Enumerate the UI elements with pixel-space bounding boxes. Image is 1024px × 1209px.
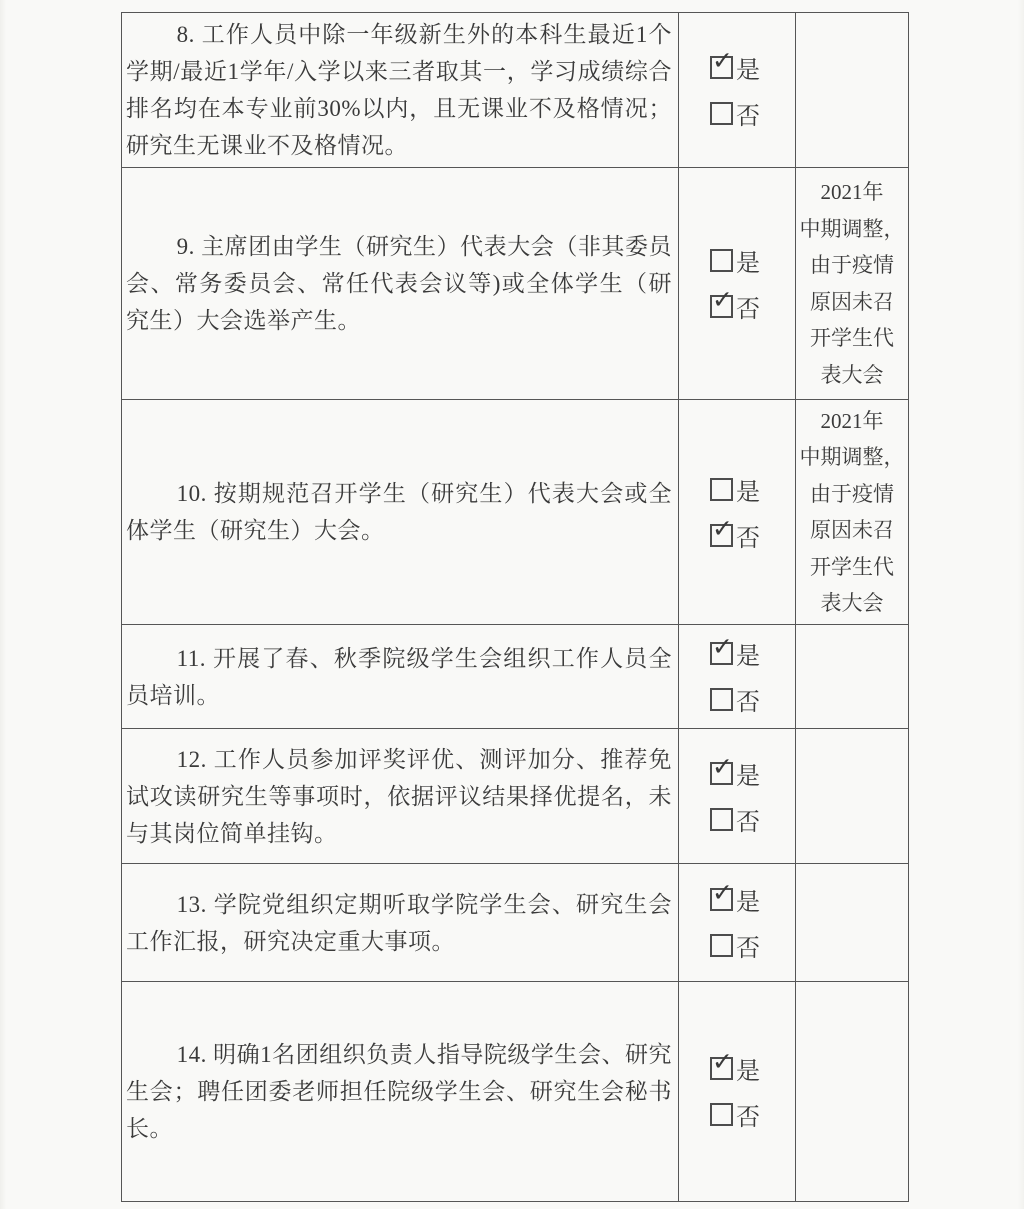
remark-line: 开学生代 [810,326,894,350]
remark-line: 表大会 [820,362,884,387]
yes-label: 是 [736,1059,760,1085]
remark-line: 中期调整， [799,445,905,469]
table-row [122,729,909,864]
no-label: 否 [736,690,760,716]
yes-option [710,243,795,278]
table-row [122,400,909,625]
no-option [710,1097,795,1132]
remark-cell [796,13,909,168]
no-option [710,96,795,131]
item-cell [122,625,679,729]
table-row [122,625,909,729]
item-cell [122,982,679,1202]
no-option [710,928,795,963]
yes-option [710,878,795,917]
no-option [710,285,795,324]
no-checkbox-unchecked-icon [710,934,733,957]
item-cell [122,729,679,864]
answer-cell [679,729,796,864]
remark-cell [796,982,909,1202]
yes-checkbox-checked-icon [710,751,733,785]
no-option [710,682,795,717]
answer-cell [679,168,796,400]
no-label: 否 [736,297,760,323]
check-mark-icon: ✓ [712,878,733,907]
remark-line: 由于疫情 [810,253,894,277]
no-checkbox-unchecked-icon [710,1103,733,1126]
check-mark-icon: ✓ [712,632,733,661]
yes-option [710,45,795,85]
remark-line: 中期调整， [799,216,905,241]
item-text: 9. 主席团由学生（研究生）代表大会（非其委员会、常务委员会、常任代表会议等)或全体学生（研究生）大会选举产生。 [126,234,672,333]
table-row [122,13,909,168]
yes-checkbox-checked-icon [710,45,733,79]
remark-cell [796,729,909,864]
yes-checkbox-checked-icon [710,1047,733,1080]
yes-option [710,472,795,507]
item-text: 8. 工作人员中除一年级新生外的本科生最近1个学期/最近1学年/入学以来三者取其一，学习成绩综合排名均在本专业前30%以内，且无课业不及格情况；研究生无课业不及格情况。 [126,22,672,158]
remark-line: 由于疫情 [810,481,894,506]
remark-line: 2021年 [820,408,884,433]
checklist-table [121,12,909,1202]
answer-cell [679,982,796,1202]
no-option [710,513,795,553]
item-cell [122,168,679,400]
answer-cell [679,400,796,625]
yes-option [710,632,795,671]
no-label: 否 [736,809,760,836]
item-text: 12. 工作人员参加评奖评优、测评加分、推荐免试攻读研究生等事项时，依据评议结果择优提名，未与其岗位简单挂钩。 [126,746,672,846]
remark-line: 表大会 [820,591,884,615]
check-mark-icon: ✓ [712,45,733,75]
yes-label: 是 [736,644,760,670]
no-checkbox-checked-icon [710,513,733,547]
yes-checkbox-unchecked-icon [710,249,733,272]
remark-line: 原因未召 [810,518,894,542]
yes-option [710,751,795,791]
check-mark-icon: ✓ [712,1047,733,1076]
yes-label: 是 [736,251,760,277]
item-text: 10. 按期规范召开学生（研究生）代表大会或全体学生（研究生）大会。 [126,481,672,543]
no-label: 否 [736,103,760,130]
item-cell [122,864,679,982]
item-text: 11. 开展了春、秋季院级学生会组织工作人员全员培训。 [126,645,672,708]
no-label: 否 [736,936,760,962]
yes-checkbox-checked-icon [710,878,733,911]
remark-cell [796,625,909,729]
table-row [122,864,909,982]
remark-line: 开学生代 [810,554,894,579]
table-row [122,982,909,1202]
answer-cell [679,864,796,982]
remark-cell [796,168,909,400]
no-checkbox-unchecked-icon [710,102,733,125]
check-mark-icon: ✓ [712,513,733,543]
yes-label: 是 [736,763,760,790]
answer-cell [679,13,796,168]
item-text: 13. 学院党组织定期听取学院学生会、研究生会工作汇报，研究决定重大事项。 [126,891,672,954]
remark-cell [796,864,909,982]
yes-checkbox-unchecked-icon [710,478,733,501]
remark-line: 2021年 [820,180,884,204]
item-text: 14. 明确1名团组织负责人指导院级学生会、研究生会；聘任团委老师担任院级学生会、研究生会秘书长。 [126,1042,672,1141]
item-cell [122,400,679,625]
answer-cell [679,625,796,729]
no-checkbox-unchecked-icon [710,688,733,711]
no-checkbox-unchecked-icon [710,808,733,831]
item-cell [122,13,679,168]
yes-option [710,1047,795,1086]
no-checkbox-checked-icon [710,285,733,318]
yes-label: 是 [736,479,760,506]
yes-checkbox-checked-icon [710,632,733,665]
yes-label: 是 [736,890,760,916]
no-label: 否 [736,525,760,552]
check-mark-icon: ✓ [712,751,733,781]
remark-cell [796,400,909,625]
yes-label: 是 [736,57,760,84]
check-mark-icon: ✓ [712,285,733,314]
remark-line: 原因未召 [810,289,894,314]
no-option [710,802,795,837]
table-row [122,168,909,400]
no-label: 否 [736,1105,760,1131]
